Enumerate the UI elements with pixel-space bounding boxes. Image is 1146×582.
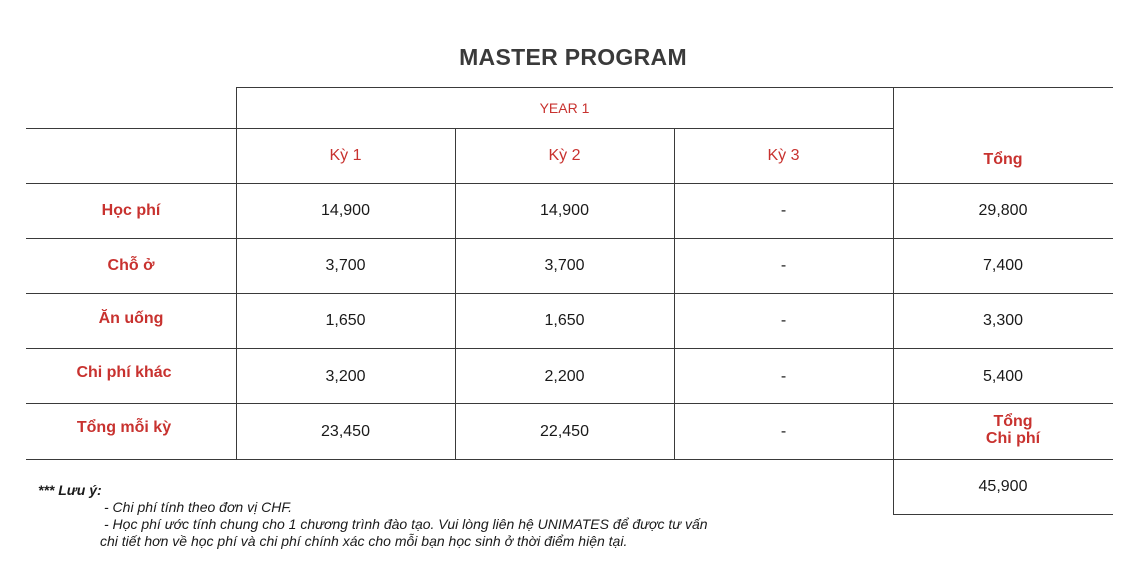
year-header: YEAR 1 — [539, 100, 590, 116]
notes — [38, 482, 858, 550]
notes-line-3: chi tiết hơn về học phí và chi phí chính xác cho mỗi bạn học sinh ở thời điểm hiện tại. — [100, 533, 628, 549]
table-cell-total: 7,400 — [982, 257, 1024, 274]
notes-line-2: - Học phí ước tính chung cho 1 chương trình đào tạo. Vui lòng liên hệ UNIMATES để được tư vấn — [104, 516, 708, 532]
row-label-an-uong: Ăn uống — [98, 310, 164, 327]
table-cell: 23,450 — [321, 423, 370, 440]
table-cell-total: 3,300 — [982, 312, 1024, 329]
table-cell: 1,650 — [325, 312, 366, 329]
total-cost-label-line-1: Tổng — [993, 413, 1033, 430]
table-cell: 3,700 — [544, 257, 585, 274]
table-cell-total: 29,800 — [978, 202, 1028, 219]
column-header-ky-1: Kỳ 1 — [329, 147, 362, 164]
total-cost-label — [903, 406, 1123, 454]
total-cost-label-line-2: Chi phí — [985, 430, 1041, 447]
table-cell: 22,450 — [540, 423, 589, 440]
notes-heading: *** Lưu ý: — [38, 482, 102, 498]
table-line-grand-total-bottom — [893, 514, 1113, 515]
table-line-top-total — [893, 87, 1113, 88]
table-cell: 1,650 — [544, 312, 585, 329]
table-cell: - — [780, 202, 787, 219]
table-cell: - — [780, 423, 787, 440]
table-cell: 14,900 — [321, 202, 370, 219]
notes-line-1: - Chi phí tính theo đơn vị CHF. — [104, 499, 292, 515]
page-title: MASTER PROGRAM — [459, 44, 687, 70]
grand-total-value: 45,900 — [978, 478, 1028, 495]
table-cell: - — [780, 368, 787, 385]
row-label-hoc-phi: Học phí — [101, 202, 161, 219]
table-cell: 3,700 — [325, 257, 366, 274]
column-header-ky-2: Kỳ 2 — [548, 147, 581, 164]
table-cell: 2,200 — [544, 368, 585, 385]
row-label-chi-phi-khac: Chi phí khác — [76, 364, 172, 381]
table-cell-total: 5,400 — [982, 368, 1024, 385]
row-label-cho-o: Chỗ ở — [107, 257, 155, 274]
column-header-ky-3: Kỳ 3 — [767, 147, 800, 164]
table-cell: - — [780, 312, 787, 329]
row-label-tong-moi-ky: Tổng mỗi kỳ — [76, 419, 172, 436]
table-cell: - — [780, 257, 787, 274]
column-header-total: Tổng — [983, 151, 1023, 168]
table-cell: 3,200 — [325, 368, 366, 385]
table-cell: 14,900 — [540, 202, 589, 219]
